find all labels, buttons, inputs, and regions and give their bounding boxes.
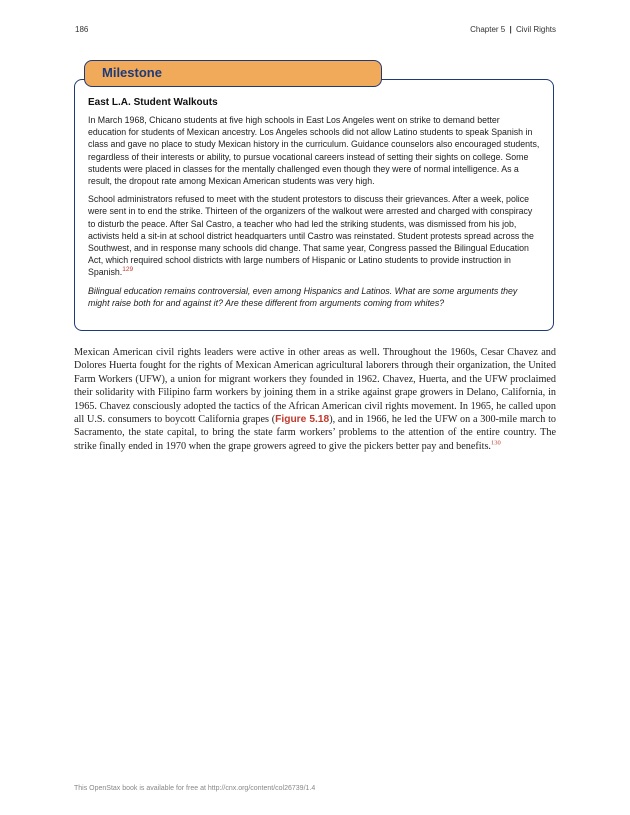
milestone-box	[74, 79, 554, 331]
figure-5-18-link[interactable]: Figure 5.18	[275, 414, 330, 426]
footnote-129-link[interactable]: 129	[122, 266, 134, 274]
page-footer: This OpenStax book is available for free at http://cnx.org/content/col26739/1.4	[74, 785, 316, 792]
chapter-label: Chapter 5	[470, 25, 506, 34]
body-text-after: ), and in 1966, he led the UFW on a 300-mile march to Sacramento, the state capital, to bring the state farm workers’ problems to the attention of the entire country. The strike finally ended in 1970 when the grape growers agreed to give the pickers better pay and benefits.	[74, 414, 556, 452]
header-separator: |	[509, 25, 512, 34]
milestone-question: Bilingual education remains controversial, even among Hispanics and Latinos. What are some arguments they might raise both for and against it? Are these different from arguments coming from whites?	[88, 285, 518, 308]
body-paragraph	[74, 346, 556, 453]
milestone-title: East L.A. Student Walkouts	[88, 97, 218, 108]
page-number: 186	[75, 25, 89, 34]
section-label: Civil Rights	[515, 25, 556, 34]
footnote-130-link[interactable]: 130	[490, 439, 501, 447]
milestone-paragraph-2-text: School administrators refused to meet with the student protestors to discuss their grievances. After a week, police were sent in to end the strike. Thirteen of the organizers of the walkout were arrested and charged with conspiracy to disturb the peace. After Sal Castro, a teacher who had led the striking students, was dismissed from his job, activists held a sit-in at school district headquarters until Castro was reinstated. Student protests spread across the Southwest, and in response many schools did change. That same year, Congress passed the Bilingual Education Act, which required school districts with large numbers of Hispanic or Latino students to provide instruction in Spanish.	[88, 194, 534, 278]
milestone-paragraph-1: In March 1968, Chicano students at five high schools in East Los Angeles went on strike to demand better education for students of Mexican ancestry. Los Angeles schools did not allow Latino students to speak Spanish in class and gave no place to study Mexican history in the curriculum. Guidance counselors also encouraged students, regardless of their interests or ability, to pursue vocational careers instead of setting their sights on college. Some students were placed in classes for the mentally challenged even though they were of normal intelligence. As a result, the dropout rate among Mexican American students was very high.	[88, 115, 540, 187]
milestone-paragraph-2	[88, 193, 540, 278]
body-text-before: Mexican American civil rights leaders were active in other areas as well. Throughout the 1960s, Cesar Chavez and Dolores Huerta fought for the rights of Mexican American agricultural laborers through their organization, the United Farm Workers (UFW), a union for migrant workers they founded in 1962. Chavez, Huerta, and the UFW proclaimed their solidarity with Filipino farm workers by joining them in a strike against grape growers in Delano, California, in 1965. Chavez consciously adopted the tactics of the African American civil rights movement. In 1965, he called upon all U.S. consumers to boycott California grapes (	[74, 347, 556, 426]
milestone-label: Milestone	[84, 60, 382, 87]
running-header	[470, 25, 556, 34]
